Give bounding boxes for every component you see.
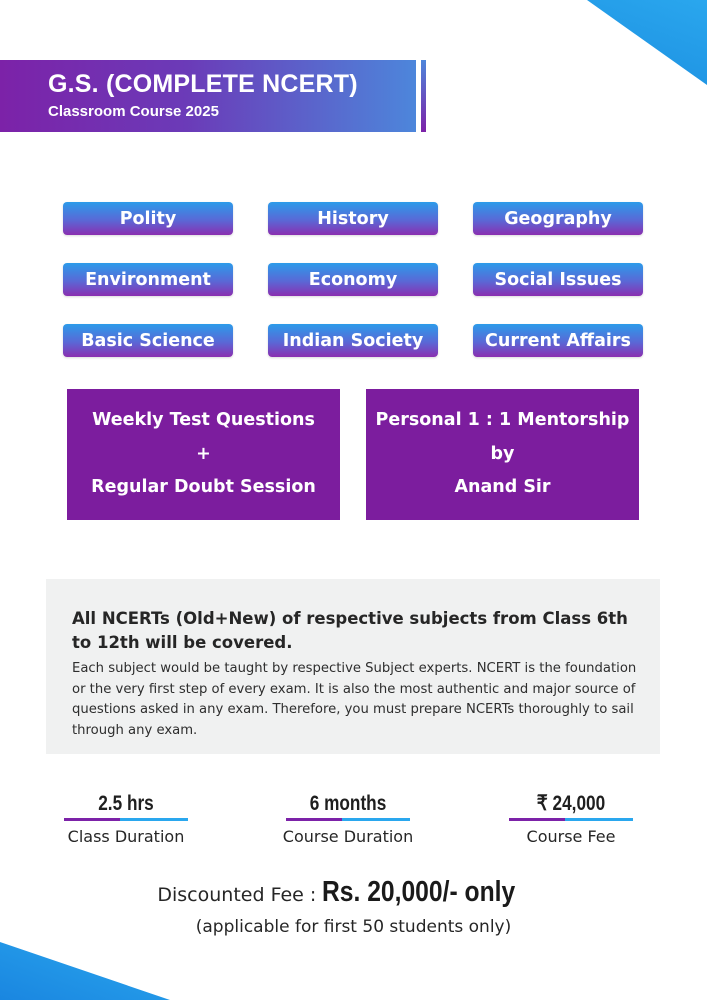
stat-course-fee [498,790,644,846]
subject-history: History [268,202,438,235]
stat-class-duration [52,790,200,846]
stat-underline [64,818,188,821]
feature-line: + [196,443,211,464]
discount-note: (applicable for first 50 students only) [195,917,512,937]
info-heading: All NCERTs (Old+New) of respective subjects from Class 6th to 12th will be covered. [72,609,628,652]
subject-geography: Geography [473,202,643,235]
info-body: Each subject would be taught by respective Subject experts. NCERT is the foundation or the very first step of every exam. It is also the most authentic and major source of questions asked in any exam. Therefore, you must prepare NCERTs thoroughly to sail through any exam. [72,661,637,738]
stat-value: 2.5 hrs [98,792,154,815]
course-subtitle: Classroom Course 2025 [48,103,219,120]
discounted-fee-value: Rs. 20,000/- only [322,876,516,908]
header-accent-bar [421,60,426,132]
feature-line: by [490,443,515,464]
feature-box-mentorship [366,389,639,520]
stat-label: Course Fee [526,827,616,846]
feature-box-tests-doubts [67,389,340,520]
stat-value: ₹ 24,000 [536,792,606,815]
discounted-fee-label: Discounted Fee : [157,884,323,906]
stat-underline [286,818,410,821]
subject-economy: Economy [268,263,438,296]
stat-value: 6 months [309,792,387,815]
subject-current-affairs: Current Affairs [473,324,643,357]
subject-environment: Environment [63,263,233,296]
stat-label: Class Duration [67,827,185,846]
stat-underline [509,818,633,821]
info-panel [46,579,660,754]
corner-decoration-bottom-left [0,942,170,1000]
stat-label: Course Duration [282,827,414,846]
course-title: G.S. (COMPLETE NCERT) [48,70,358,98]
discounted-fee [0,876,707,909]
corner-decoration-top-right [587,0,707,85]
subject-polity: Polity [63,202,233,235]
feature-line: Anand Sir [454,477,551,498]
feature-line: Regular Doubt Session [91,477,316,498]
subject-social-issues: Social Issues [473,263,643,296]
subject-basic-science: Basic Science [63,324,233,357]
feature-line: Personal 1 : 1 Mentorship [375,410,630,431]
stat-course-duration [268,790,428,846]
feature-line: Weekly Test Questions [92,410,315,431]
subject-indian-society: Indian Society [268,324,438,357]
